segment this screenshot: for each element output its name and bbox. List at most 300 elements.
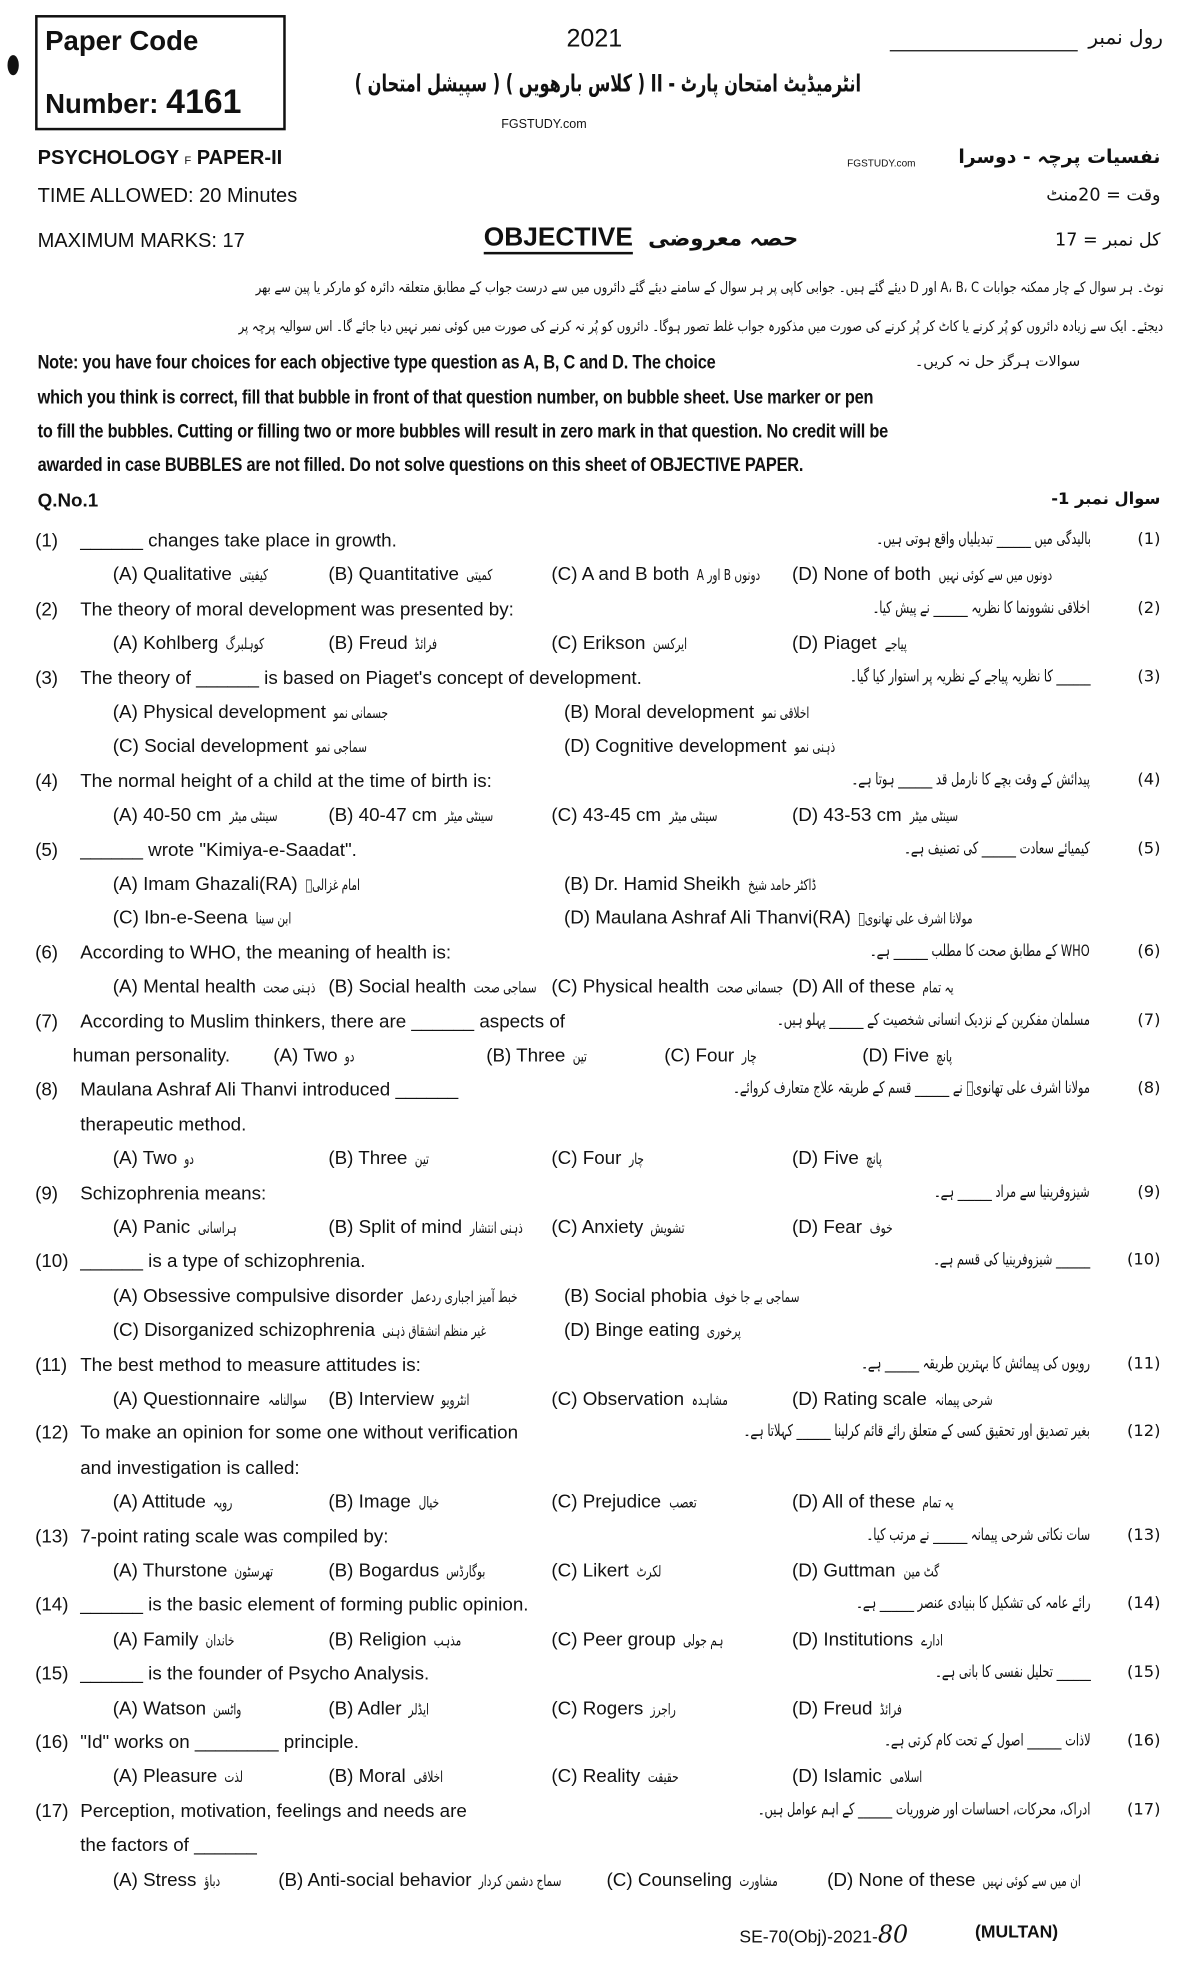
option-label: (A) Questionnaire: [112, 1388, 261, 1410]
question-number-urdu: (11): [1126, 1354, 1161, 1373]
option-d: [792, 976, 967, 997]
code-value: 4161: [166, 82, 242, 121]
option-label: (D) Piaget: [792, 633, 877, 655]
option-label: (C) Social development: [112, 736, 309, 758]
note-english-1: Note: you have four choices for each objective type question as A, B, C and D. The choice: [37, 352, 716, 374]
option-label: (A) Two: [112, 1148, 178, 1170]
option-a: [273, 1045, 359, 1066]
option-b: [328, 976, 563, 997]
objective-title-urdu: حصہ معروضی: [648, 226, 799, 252]
option-label-urdu: تشویش: [650, 1219, 685, 1237]
option-label: (A) Kohlberg: [112, 633, 219, 655]
option-label: (D) Islamic: [792, 1766, 882, 1788]
option-label: (C) Likert: [551, 1560, 629, 1582]
option-c: [551, 1492, 707, 1513]
option-b: [328, 1698, 438, 1719]
option-label-urdu: چار: [741, 1047, 757, 1066]
option-label-urdu: تھرسٹون: [234, 1562, 274, 1581]
exam-title-urdu: انٹرمیڈیٹ امتحان پارٹ - II ( کلاس بارھویں ) ( سپیشل امتحان ): [354, 70, 862, 98]
option-b: [328, 633, 447, 654]
question-text: ______ is the founder of Psycho Analysis.: [80, 1663, 430, 1685]
question-number: (11): [35, 1354, 68, 1376]
option-label-urdu: دو: [345, 1047, 355, 1066]
note-urdu-2: دیجئے۔ ایک سے زیادہ دائروں کو پُر کرنے یا کاٹ کر پُر کرنے کی صورت میں مذکورہ جواب غلط تصور ہوگا۔ دائروں کو پُر نہ کرنے کی صورت میں کوئی نمبر نہیں دیا جائے گا۔ اس سوالیہ پرچہ پر: [238, 317, 1163, 335]
option-d: [564, 736, 852, 757]
option-label: (D) All of these: [792, 976, 916, 998]
option-label: (D) 43-53 cm: [792, 804, 902, 827]
option-c: [551, 633, 701, 654]
option-a: [113, 1560, 290, 1581]
handwritten-number: 80: [877, 1921, 909, 1949]
option-label: (B) 40-47 cm: [328, 804, 437, 827]
option-label-urdu: مشاورت: [739, 1871, 778, 1890]
option-label-urdu: مولانا اشرف علی تھانویؒ: [858, 910, 973, 928]
option-a: [113, 1698, 254, 1719]
option-label-urdu: جسمانی صحت: [716, 978, 784, 997]
option-label-urdu: گٹ مین: [902, 1562, 939, 1581]
question-text: ______ changes take place in growth.: [80, 530, 397, 552]
option-c: [664, 1045, 763, 1066]
option-label: (B) Social phobia: [563, 1285, 708, 1307]
option-a: [113, 1492, 241, 1513]
exam-year: 2021: [566, 25, 623, 53]
option-label-urdu: خبط آمیز اجباری ردعمل: [410, 1288, 518, 1306]
option-c: [551, 805, 737, 826]
question-text: therapeutic method.: [80, 1113, 247, 1136]
option-label: (B) Interview: [328, 1388, 434, 1410]
option-label-urdu: ذہنی صحت: [263, 978, 316, 997]
option-label-urdu: شرحی پیمانہ: [934, 1391, 993, 1409]
option-label: (A) Family: [112, 1628, 199, 1651]
option-label: (D) Binge eating: [563, 1319, 700, 1342]
option-label-urdu: تعصب: [668, 1494, 697, 1512]
option-b: [328, 1766, 455, 1787]
question-number: (17): [35, 1800, 69, 1822]
option-label-urdu: یہ تمام: [922, 978, 955, 997]
option-label-urdu: A اور B دونوں: [696, 566, 761, 585]
question-number: (3): [35, 667, 59, 689]
option-label: (C) Disorganized schizophrenia: [112, 1319, 376, 1342]
paper-number: PAPER-II: [196, 147, 283, 170]
subject-line: [38, 148, 283, 171]
option-label: (B) Moral development: [563, 701, 755, 724]
note-urdu-3: سوالات ہرگز حل نہ کریں۔: [914, 352, 1081, 370]
question-number-urdu: (6): [1137, 942, 1161, 961]
question-number-urdu: (2): [1137, 598, 1161, 618]
question-text-urdu: شیزوفرینیا سے مراد ______ ہے۔: [934, 1182, 1091, 1202]
option-a: [113, 1148, 199, 1169]
option-label-urdu: راجرز: [650, 1700, 677, 1718]
question-text-urdu: مسلمان مفکرین کے نزدیک انسانی شخصیت کے ______ پہلو ہیں۔: [777, 1010, 1091, 1030]
question-text-urdu: لاذات ______ اصول کے تحت کام کرتی ہے۔: [883, 1731, 1091, 1751]
option-label: (D) Rating scale: [792, 1388, 927, 1410]
question-number: (8): [35, 1079, 59, 1101]
question-number-urdu: (3): [1137, 667, 1161, 687]
question-text: The best method to measure attitudes is:: [80, 1354, 421, 1376]
option-label: (B) Anti-social behavior: [278, 1869, 472, 1891]
paper-serial: SE-70(Obj)-2021-: [739, 1926, 878, 1947]
option-label: (A) Two: [273, 1045, 338, 1067]
option-label-urdu: تین: [414, 1150, 430, 1169]
question-number: (6): [35, 942, 59, 964]
option-c: [607, 1869, 795, 1890]
option-c: [113, 736, 389, 757]
option-label-urdu: ہم جولی: [683, 1631, 724, 1649]
option-label: (A) Attitude: [112, 1491, 206, 1513]
question-text: Perception, motivation, feelings and needs are: [80, 1800, 467, 1822]
option-label: (B) Image: [328, 1491, 411, 1513]
option-label-urdu: اخلاقی: [413, 1768, 443, 1787]
option-d: [792, 564, 1101, 585]
option-label-urdu: پیاجے: [884, 635, 907, 654]
option-label-urdu: ادارے: [920, 1631, 943, 1649]
paper-code-label: Paper Code: [45, 25, 199, 57]
option-label-urdu: کوہلبرگ: [225, 635, 265, 654]
option-a: [113, 702, 412, 723]
footer-region: (MULTAN): [974, 1921, 1059, 1942]
option-d: [792, 633, 916, 654]
option-d: [827, 1869, 1123, 1890]
question-text-urdu: بالیدگی میں ______ تبدیلیاں واقع ہوتی ہیں۔: [875, 530, 1091, 549]
option-label-urdu: ڈاکٹر حامد شیخ: [748, 875, 816, 894]
option-label: (A) Thurstone: [112, 1560, 228, 1582]
option-label-urdu: سینٹی میٹر: [909, 807, 958, 825]
option-d: [792, 1629, 952, 1650]
option-label-urdu: چار: [628, 1150, 644, 1169]
question-number: (2): [35, 598, 59, 621]
option-label: (A) Watson: [112, 1697, 207, 1719]
question-text: The theory of ______ is based on Piaget's concept of development.: [80, 667, 642, 689]
option-label: (C) Anxiety: [551, 1216, 644, 1239]
option-label-urdu: انٹرویو: [441, 1391, 470, 1409]
question-number-urdu: (15): [1126, 1663, 1161, 1683]
option-c: [551, 1217, 699, 1238]
option-label: (B) Religion: [328, 1628, 427, 1651]
option-label: (D) All of these: [792, 1491, 916, 1513]
option-d: [792, 1560, 954, 1581]
option-label: (B) Freud: [328, 633, 408, 655]
question-text: The theory of moral development was presented by:: [80, 598, 514, 621]
option-label: (C) Erikson: [551, 633, 646, 655]
option-b: [328, 805, 513, 826]
option-label-urdu: ان میں سے کوئی نہیں: [982, 1871, 1082, 1890]
option-d: [792, 1389, 1017, 1410]
option-b: [328, 1560, 502, 1581]
option-label-urdu: ایرکسن: [652, 635, 688, 654]
option-label-urdu: پانچ: [936, 1047, 953, 1066]
option-b: [564, 702, 829, 723]
question-number: (15): [35, 1663, 69, 1685]
number-label: Number:: [45, 87, 159, 120]
option-label: (B) Bogardus: [328, 1560, 440, 1582]
option-label-urdu: بوگارڈس: [446, 1562, 486, 1581]
option-label: (A) Imam Ghazali(RA): [112, 873, 298, 895]
option-b: [486, 1045, 593, 1066]
option-c: [551, 1389, 743, 1410]
option-d: [792, 1698, 912, 1719]
option-b: [564, 873, 845, 894]
option-label-urdu: سماج دشمن کردار: [479, 1871, 562, 1890]
option-d: [792, 805, 978, 826]
option-c: [551, 976, 811, 997]
option-a: [113, 1869, 227, 1890]
question-text-urdu: سات نکاتی شرحی پیمانہ ______ نے مرتب کیا۔: [866, 1525, 1091, 1545]
option-c: [551, 1148, 650, 1169]
option-c: [113, 1320, 531, 1341]
option-label-urdu: خوف: [869, 1219, 893, 1237]
subject-mark: F: [184, 154, 192, 167]
option-label: (A) Panic: [112, 1216, 191, 1239]
option-label-urdu: سینٹی میٹر: [444, 807, 493, 825]
option-label: (C) Four: [551, 1148, 622, 1170]
option-d: [564, 1320, 756, 1341]
section-label-urdu: سوال نمبر 1-: [1051, 490, 1161, 509]
question-text-urdu: ______ تحلیل نفسی کا بانی ہے۔: [934, 1663, 1091, 1683]
option-label: (C) Reality: [551, 1766, 641, 1788]
option-c: [551, 1698, 687, 1719]
option-label-urdu: اسلامی: [889, 1768, 922, 1787]
option-a: [113, 1217, 253, 1238]
option-label-urdu: ہراسانی: [197, 1219, 237, 1237]
option-label: (D) None of these: [827, 1869, 976, 1891]
option-label: (D) Cognitive development: [563, 736, 787, 758]
option-label: (A) Qualitative: [112, 564, 232, 586]
roll-number-line: [890, 25, 1078, 51]
question-number: (16): [35, 1731, 69, 1754]
question-text: "Id" works on ________ principle.: [80, 1731, 359, 1754]
option-b: [328, 564, 504, 585]
paper-code-number: [45, 83, 241, 122]
option-label: (C) Ibn-e-Seena: [112, 907, 248, 930]
option-c: [551, 1766, 691, 1787]
option-label-urdu: سماجی نمو: [315, 738, 367, 757]
site-watermark: FGSTUDY.com: [501, 117, 587, 132]
option-a: [113, 805, 298, 826]
option-label: (B) Moral: [328, 1766, 406, 1788]
option-label-urdu: ابن سینا: [255, 910, 291, 928]
question-text-urdu: رائے عامہ کی تشکیل کا بنیادی عنصر ______ ہے۔: [855, 1594, 1091, 1614]
option-label: (D) Five: [792, 1148, 859, 1170]
paper-code-box: [35, 15, 286, 130]
option-label: (B) Three: [328, 1148, 408, 1170]
option-a: [113, 633, 281, 654]
option-label-urdu: سماجی صحت: [473, 978, 537, 997]
question-number: (1): [35, 530, 59, 552]
option-b: [278, 1869, 597, 1890]
option-label-urdu: لذت: [224, 1768, 244, 1787]
option-label-urdu: لکرٹ: [636, 1562, 661, 1581]
option-label: (A) Physical development: [112, 701, 326, 724]
time-allowed-urdu: وقت = 20منٹ: [1046, 185, 1161, 206]
option-label-urdu: فرائڈ: [415, 635, 438, 654]
question-text: the factors of ______: [80, 1834, 257, 1857]
note-english-2: which you think is correct, fill that bubble in front of that question number, on bubble sheet. Use marker or pen: [37, 387, 874, 409]
option-label: (D) Guttman: [792, 1560, 896, 1582]
maximum-marks: MAXIMUM MARKS: 17: [37, 230, 245, 252]
question-number: (7): [35, 1010, 59, 1033]
question-number: (10): [35, 1251, 69, 1273]
option-label: (A) 40-50 cm: [112, 804, 222, 827]
option-label-urdu: دباؤ: [203, 1871, 220, 1890]
option-label: (B) Split of mind: [328, 1216, 463, 1239]
option-label: (A) Pleasure: [112, 1766, 218, 1788]
question-number: (4): [35, 770, 59, 792]
question-number-urdu: (4): [1137, 770, 1161, 790]
question-text-urdu: کیمیائے سعادت ______ کی تصنیف ہے۔: [904, 839, 1091, 858]
option-label-urdu: خیال: [418, 1494, 439, 1512]
option-d: [792, 1492, 967, 1513]
note-english-4: awarded in case BUBBLES are not filled. Do not solve questions on this sheet of OBJECTIVE PAPER.: [37, 454, 804, 477]
option-label-urdu: مذہب: [434, 1631, 462, 1649]
option-b: [328, 1389, 481, 1410]
option-label-urdu: دو: [184, 1150, 195, 1169]
option-d: [564, 908, 1022, 929]
option-label-urdu: ذہنی نمو: [794, 738, 835, 757]
objective-heading: [484, 223, 799, 253]
question-text: Schizophrenia means:: [80, 1182, 267, 1204]
option-label: (D) Five: [862, 1045, 930, 1067]
option-label: (C) 43-45 cm: [551, 804, 662, 827]
option-label-urdu: کمیتی: [466, 566, 493, 585]
question-number-urdu: (16): [1126, 1731, 1161, 1751]
subject-urdu: نفسیات پرچہ - دوسرا: [958, 145, 1161, 168]
option-label-urdu: اخلاقی نمو: [761, 704, 809, 722]
option-label-urdu: مشاہدہ: [691, 1391, 728, 1409]
option-label-urdu: ایڈلر: [408, 1700, 430, 1718]
question-text-urdu: ادراک، محرکات، احساسات اور ضروریات ______ کے اہم عوامل ہیں۔: [757, 1800, 1091, 1820]
option-label-urdu: کیفیتی: [239, 566, 269, 585]
option-label: (A) Mental health: [112, 976, 256, 998]
option-b: [328, 1217, 545, 1238]
footer-code: [739, 1921, 908, 1949]
question-text-urdu: ______ کا نظریہ پیاجے کے نظریہ پر استوار کیا گیا۔: [849, 667, 1091, 687]
section-label: Q.No.1: [37, 490, 99, 512]
question-number: (12): [35, 1422, 69, 1445]
option-label-urdu: غیر منظم انشقاق ذہنی: [382, 1322, 487, 1340]
option-label: (C) Peer group: [551, 1628, 676, 1651]
question-number: (9): [35, 1182, 59, 1204]
question-text: According to Muslim thinkers, there are ______ aspects of: [80, 1010, 566, 1033]
option-label: (B) Social health: [328, 976, 467, 998]
question-text: ______ is the basic element of forming public opinion.: [80, 1594, 529, 1616]
option-label-urdu: ذہنی انتشار: [469, 1219, 523, 1237]
subject: PSYCHOLOGY: [37, 147, 179, 170]
option-label: (D) None of both: [792, 564, 931, 586]
question-text: 7-point rating scale was compiled by:: [80, 1525, 389, 1548]
note-english-3: to fill the bubbles. Cutting or filling two or more bubbles will result in zero mark in that question. No credit will be: [37, 421, 889, 443]
objective-title: OBJECTIVE: [484, 223, 633, 254]
option-label: (C) Rogers: [551, 1697, 644, 1719]
option-label: (D) Institutions: [792, 1628, 914, 1651]
option-a: [113, 564, 281, 585]
option-label: (B) Adler: [328, 1697, 402, 1719]
roll-number-label: رول نمبر: [1088, 25, 1163, 49]
option-a: [113, 1629, 247, 1650]
option-label-urdu: یہ تمام: [922, 1494, 955, 1512]
question-text-urdu: ______ شیزوفرینیا کی قسم ہے۔: [933, 1251, 1091, 1270]
option-label: (D) Maulana Ashraf Ali Thanvi(RA): [563, 907, 851, 930]
option-label-urdu: سماجی بے جا خوف: [714, 1288, 800, 1306]
option-c: [551, 564, 787, 585]
option-label: (A) Stress: [112, 1869, 197, 1891]
question-text-urdu: رویوں کی پیمائش کا بہترین طریقہ ______ ہے۔: [861, 1354, 1091, 1373]
option-d: [862, 1045, 959, 1066]
note-urdu-1: نوٹ۔ ہر سوال کے چار ممکنہ جوابات A، B، C اور D دیئے گئے ہیں۔ جوابی کاپی پر ہر سوال کے سامنے دیئے گئے دائروں میں سے درست جواب کے مطابق متعلقہ دائرہ کو مارکر یا پین سے بھر: [255, 278, 1163, 296]
question-number: (13): [35, 1525, 69, 1548]
option-a: [113, 873, 383, 894]
question-text: According to WHO, the meaning of health is:: [80, 942, 452, 964]
option-a: [113, 1389, 323, 1410]
option-label: (C) Observation: [551, 1388, 685, 1410]
question-text-urdu: WHO کے مطابق صحت کا مطلب ______ ہے۔: [870, 942, 1091, 961]
time-allowed: TIME ALLOWED: 20 Minutes: [37, 185, 298, 207]
question-number-urdu: (14): [1126, 1594, 1161, 1614]
maximum-marks-urdu: کل نمبر = 17: [1055, 230, 1161, 251]
option-c: [113, 908, 306, 929]
site-watermark-2: FGSTUDY.com: [847, 157, 916, 170]
option-b: [328, 1492, 447, 1513]
option-label: (C) Four: [664, 1045, 735, 1067]
option-a: [113, 976, 338, 997]
question-text-urdu: بغیر تصدیق اور تحقیق کسی کے متعلق رائے قائم کرلینا ______ کہلاتا ہے۔: [744, 1422, 1091, 1442]
option-d: [792, 1148, 889, 1169]
option-label: (B) Quantitative: [328, 564, 459, 586]
option-label-urdu: رویہ: [213, 1494, 233, 1512]
question-text-urdu: پیدائش کے وقت بچے کا نارمل قد ______ ہوتا ہے۔: [851, 770, 1091, 790]
option-b: [328, 1148, 435, 1169]
option-label-urdu: سوالنامہ: [267, 1391, 307, 1409]
option-label: (C) Physical health: [551, 976, 710, 998]
question-number-urdu: (12): [1126, 1422, 1161, 1442]
option-label: (D) Freud: [792, 1697, 873, 1719]
option-label-urdu: فرائڈ: [879, 1700, 903, 1718]
question-text-urdu: اخلاقی نشوونما کا نظریہ ______ نے پیش کیا۔: [873, 598, 1091, 618]
option-label-urdu: تین: [572, 1047, 587, 1066]
question-text: ______ wrote "Kimiya-e-Saadat".: [80, 839, 357, 861]
question-number-urdu: (9): [1137, 1182, 1161, 1202]
option-c: [551, 1629, 741, 1650]
question-number: (14): [35, 1594, 69, 1616]
option-label: (B) Three: [486, 1045, 566, 1067]
option-label-urdu: سینٹی میٹر: [228, 807, 278, 825]
option-b: [328, 1629, 473, 1650]
option-label: (B) Dr. Hamid Sheikh: [563, 873, 741, 895]
option-label-urdu: واٹسن: [213, 1700, 242, 1718]
option-b: [564, 1286, 836, 1307]
option-label-urdu: امام غزالیؒ: [305, 875, 360, 894]
option-label-urdu: پانچ: [866, 1150, 883, 1169]
question-number-urdu: (5): [1137, 839, 1161, 858]
option-label-urdu: حقیقت: [647, 1768, 679, 1787]
option-d: [792, 1217, 902, 1238]
option-label: (C) Prejudice: [551, 1491, 662, 1513]
question-text-urdu: مولانا اشرف علی تھانویؒ نے ______ قسم کے طریقہ علاج متعارف کروائے۔: [733, 1079, 1091, 1099]
option-label-urdu: دونوں میں سے کوئی نہیں: [938, 566, 1053, 585]
option-label: (C) A and B both: [551, 564, 690, 586]
option-label-urdu: جسمانی نمو: [333, 704, 389, 722]
option-label: (D) Fear: [792, 1216, 863, 1239]
option-label: (A) Obsessive compulsive disorder: [112, 1285, 404, 1307]
question-number-urdu: (13): [1126, 1525, 1161, 1545]
option-c: [551, 1560, 671, 1581]
option-label-urdu: خاندان: [205, 1631, 235, 1649]
ink-blot: [8, 55, 19, 75]
question-text: Maulana Ashraf Ali Thanvi introduced ______: [80, 1079, 459, 1101]
question-text-continued: human personality.: [72, 1045, 231, 1067]
question-number-urdu: (1): [1137, 530, 1161, 549]
question-text: and investigation is called:: [80, 1457, 300, 1479]
question-text: ______ is a type of schizophrenia.: [80, 1251, 366, 1273]
